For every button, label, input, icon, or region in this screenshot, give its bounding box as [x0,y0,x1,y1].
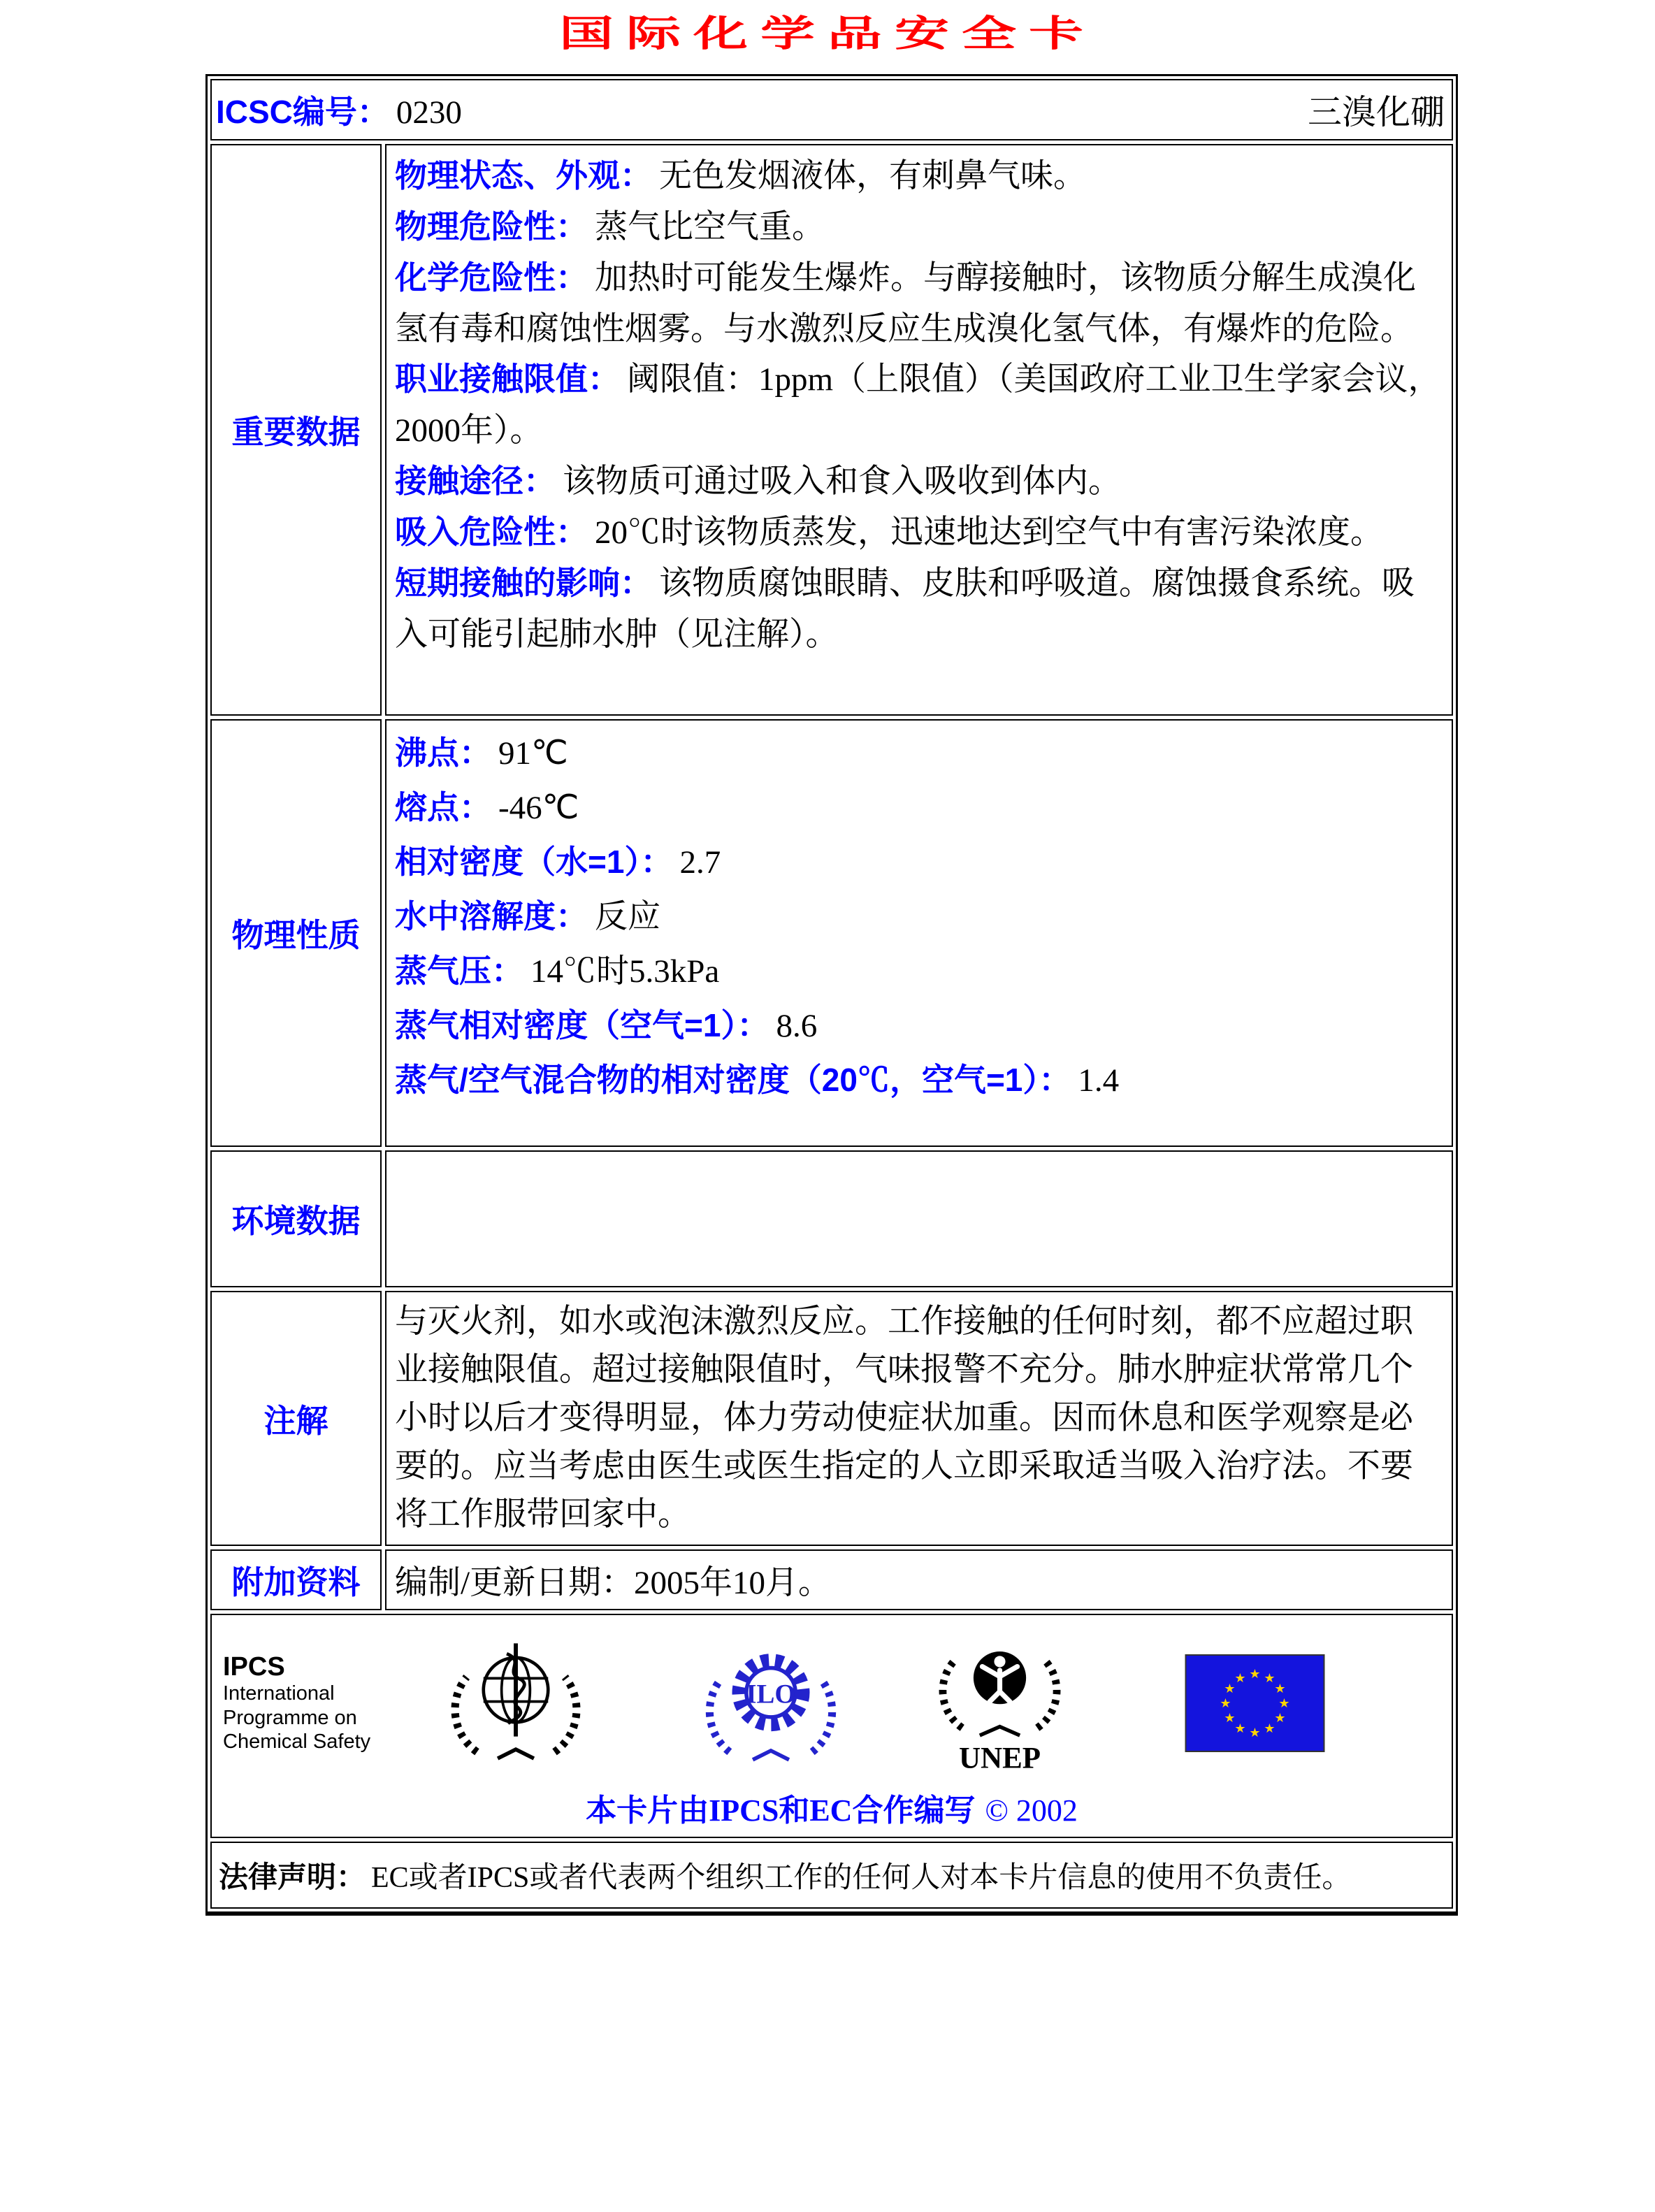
footer-logos-cell [210,1614,1453,1838]
chemical-name: 三溴化硼 [1307,93,1445,131]
svg-text:★: ★ [1220,1696,1231,1711]
field-value: 91℃ [498,735,568,772]
field-value: -46℃ [498,790,579,827]
field-value: 1.4 [1078,1062,1120,1099]
svg-text:★: ★ [1249,1725,1261,1740]
ipcs-line: Chemical Safety [223,1730,371,1753]
important-data-section-label [210,144,382,716]
field-label: 短期接触的影响： [395,564,652,601]
physical-line [395,726,1443,781]
important-line [395,253,1443,355]
section-label-text: 环境数据 [231,1203,361,1239]
physical-line [395,944,1443,999]
svg-text:★: ★ [1274,1681,1286,1696]
field-value: 蒸气比空气重。 [595,208,825,245]
physical-line [395,1053,1443,1108]
field-label: 蒸气压： [395,953,523,990]
field-label: 蒸气/空气混合物的相对密度（20℃，空气=1）： [395,1062,1071,1099]
card-header-row [210,79,1453,140]
notes-content [385,1291,1453,1546]
additional-info-text: 编制/更新日期：2005年10月。 [395,1565,832,1602]
ipcs-acronym: IPCS [223,1651,285,1682]
field-label: 相对密度（水=1）： [395,844,673,881]
physical-properties-section-label [210,719,382,1147]
field-value: 20℃时该物质蒸发，迅速地达到空气中有害污染浓度。 [595,514,1383,551]
environmental-data-content [385,1150,1453,1287]
ipcs-line: Programme on [223,1706,357,1729]
field-label: 接触途径： [395,463,556,500]
important-line [395,507,1443,558]
field-value: 2.7 [679,844,721,881]
legal-text: EC或者IPCS或者代表两个组织工作的任何人对本卡片信息的使用不负责任。 [371,1862,1352,1895]
field-label: 化学危险性： [395,259,588,296]
svg-text:★: ★ [1264,1670,1275,1686]
field-value: 无色发烟液体，有刺鼻气味。 [659,158,1086,194]
section-label-text: 重要数据 [231,414,361,450]
page-title: 国际化学品安全卡 [558,15,1097,55]
field-value: 14℃时5.3kPa [530,953,720,990]
ipcs-wordmark [223,1653,398,1754]
important-line [395,354,1443,456]
svg-text:★: ★ [1224,1710,1236,1726]
field-value: 该物质可通过吸入和食入吸收到体内。 [563,463,1121,500]
environmental-data-section-label [210,1150,382,1287]
additional-info-section-label [210,1549,382,1610]
field-value: 该物质腐蚀眼睛、皮肤和呼吸道。腐蚀摄食系统。吸入可能引起肺水肿（见注解）。 [395,565,1415,653]
physical-line [395,890,1443,944]
credit-text: 本卡片由IPCS和EC合作编写 [586,1793,976,1828]
field-label: 熔点： [395,789,491,826]
svg-text:★: ★ [1264,1721,1275,1736]
field-value: 8.6 [776,1008,818,1045]
important-line [395,202,1443,253]
field-label: 吸入危险性： [395,513,588,550]
page-header [0,0,1655,55]
physical-line [395,999,1443,1053]
important-data-content [385,144,1453,716]
ilo-logo-text: ILO [746,1679,796,1709]
svg-text:★: ★ [1234,1670,1246,1686]
section-notes [210,1291,1453,1546]
copyright-text: © 2002 [985,1793,1078,1828]
unep-logo-text: UNEP [958,1742,1041,1776]
section-important-data [210,144,1453,716]
field-label: 职业接触限值： [395,361,620,398]
section-additional-info [210,1549,1453,1610]
important-line [395,558,1443,660]
svg-text:★: ★ [1278,1696,1290,1711]
who-logo [442,1638,589,1768]
svg-text:★: ★ [1234,1721,1246,1736]
svg-text:★: ★ [1249,1666,1261,1682]
legal-cell [210,1842,1453,1909]
field-label: 物理危险性： [395,208,588,245]
notes-section-label [210,1291,382,1546]
section-physical-properties [210,719,1453,1147]
icsc-number-label: ICSC编号： [216,94,389,130]
important-line [395,151,1443,202]
physical-line [395,781,1443,835]
svg-text:★: ★ [1274,1710,1286,1726]
notes-text: 与灭火剂，如水或泡沫激烈反应。工作接触的任何时刻，都不应超过职业接触限值。超过接触限值时，气味报警不充分。肺水肿症状常常几个小时以后才变得明显，体力劳动使症状加重。因而休息和医学观察是必要的。应当考虑由医生或医生指定的人立即采取适当吸入治疗法。不要将工作服带回家中。 [395,1303,1413,1533]
section-label-text: 注解 [263,1402,328,1439]
icsc-card [205,74,1458,1916]
section-label-text: 附加资料 [231,1563,361,1600]
footer-logos-row [210,1614,1453,1838]
field-label: 蒸气相对密度（空气=1）： [395,1007,769,1044]
ipcs-line: International [223,1682,335,1705]
logos-line [212,1628,1452,1778]
field-label: 物理状态、外观： [395,157,652,194]
credit-line [212,1785,1452,1830]
field-label: 沸点： [395,735,491,771]
physical-properties-content [385,719,1453,1147]
unep-logo [925,1628,1075,1778]
card-header-cell [210,79,1453,140]
additional-info-content [385,1549,1453,1610]
legal-label: 法律声明： [219,1860,366,1894]
section-environmental-data [210,1150,1453,1287]
section-legal [210,1842,1453,1909]
section-label-text: 物理性质 [231,917,361,953]
field-label: 水中溶解度： [395,898,588,935]
physical-line [395,835,1443,890]
svg-text:★: ★ [1224,1681,1236,1696]
field-value: 阈限值：1ppm（上限值）（美国政府工业卫生学家会议，2000年）。 [395,361,1441,449]
ilo-logo [701,1638,841,1768]
eu-flag [1183,1654,1327,1752]
icsc-number-value: 0230 [396,94,462,131]
field-value: 反应 [595,899,660,936]
field-value: 加热时可能发生爆炸。与醇接触时，该物质分解生成溴化氢有毒和腐蚀性烟雾。与水激烈反应生成溴化氢气体，有爆炸的危险。 [395,259,1416,347]
icsc-number [216,87,462,133]
important-line [395,456,1443,507]
